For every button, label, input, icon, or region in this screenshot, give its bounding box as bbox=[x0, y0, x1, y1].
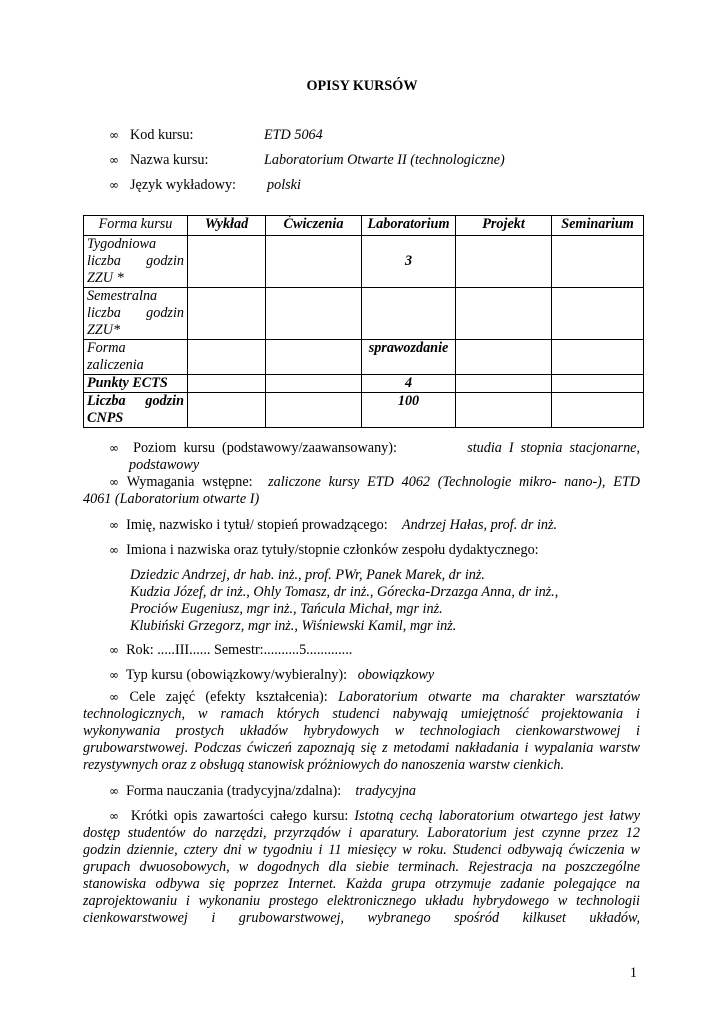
language-value: polski bbox=[267, 177, 301, 193]
course-type-value: obowiązkowy bbox=[357, 667, 435, 683]
description-label: Krótki opis zawartości całego kursu: bbox=[130, 808, 349, 824]
language-label: Język wykładowy: bbox=[130, 177, 236, 193]
description-text: stanowiska odbywa się poprzez Internet. Każda grupa otrzymuje zadanie polegające na bbox=[83, 876, 640, 892]
page-number: 1 bbox=[629, 965, 637, 981]
bullet-icon: ∞ bbox=[109, 543, 119, 557]
bullet-icon: ∞ bbox=[109, 153, 119, 167]
teaching-form-value: tradycyjna bbox=[355, 783, 417, 799]
prerequisites-value-cont: 4061 (Laboratorium otwarte I) bbox=[83, 491, 260, 507]
course-description bbox=[83, 808, 640, 927]
course-code-label: Kod kursu: bbox=[130, 127, 194, 143]
table-header-row bbox=[84, 216, 644, 236]
table-cell bbox=[188, 375, 266, 393]
table-cell bbox=[188, 236, 266, 288]
bullet-icon: ∞ bbox=[109, 643, 119, 657]
course-level-value: studia I stopnia stacjonarne, bbox=[467, 440, 641, 456]
teaching-form-label: Forma nauczania (tradycyjna/zdalna): bbox=[126, 783, 342, 799]
table-cell bbox=[456, 288, 552, 340]
table-header: Projekt bbox=[456, 216, 552, 236]
description-text: cienkowarstwowej i grubowarstwowej, wybranego spośród kilkuset układów, bbox=[83, 910, 640, 926]
bullet-icon: ∞ bbox=[109, 668, 119, 682]
course-type-label: Typ kursu (obowiązkowy/wybieralny): bbox=[125, 667, 348, 683]
team-member: Dziedzic Andrzej, dr hab. inż., prof. PWr, Panek Marek, dr inż. bbox=[130, 567, 485, 583]
table-row bbox=[84, 288, 644, 340]
row-label: Punkty ECTS bbox=[84, 375, 188, 393]
course-goals bbox=[83, 689, 640, 774]
course-level bbox=[109, 440, 640, 474]
table-cell: 4 bbox=[362, 375, 456, 393]
goals-text: rezystywnych oraz z obsługą stanowisk próżniowych do nanoszenia warstw cienkich. bbox=[83, 757, 565, 773]
table-cell bbox=[266, 375, 362, 393]
table-cell bbox=[188, 340, 266, 375]
table-cell bbox=[456, 393, 552, 428]
table-header: Seminarium bbox=[552, 216, 644, 236]
table-row bbox=[84, 340, 644, 375]
bullet-icon: ∞ bbox=[109, 518, 119, 532]
table-cell bbox=[362, 288, 456, 340]
prerequisites bbox=[83, 474, 640, 508]
lecturer bbox=[109, 517, 640, 534]
bullet-icon: ∞ bbox=[109, 809, 119, 823]
table-cell bbox=[266, 288, 362, 340]
row-label: Semestralna liczba godzin ZZU* bbox=[84, 288, 188, 340]
table-cell bbox=[552, 393, 644, 428]
table-cell bbox=[552, 340, 644, 375]
course-level-value-cont: podstawowy bbox=[129, 457, 200, 473]
year-semester bbox=[109, 642, 640, 659]
description-text: dostęp studentów do narzędzi, przyrządów i aparatury. Laboratorium jest czynne przez 12 bbox=[83, 825, 640, 841]
team bbox=[109, 542, 640, 559]
row-label: Tygodniowa liczba godzin ZZU * bbox=[84, 236, 188, 288]
bullet-icon: ∞ bbox=[109, 128, 119, 142]
bullet-icon: ∞ bbox=[109, 441, 119, 455]
row-label: Forma zaliczenia bbox=[84, 340, 188, 375]
team-members bbox=[130, 567, 558, 635]
lecturer-label: Imię, nazwisko i tytuł/ stopień prowadzącego: bbox=[126, 517, 388, 533]
table-cell bbox=[456, 375, 552, 393]
table-cell: 3 bbox=[362, 236, 456, 288]
table-cell bbox=[266, 393, 362, 428]
description-text: zaprojektowaniu i wykonaniu prostego elektronicznego układu hybrydowego w technologii bbox=[83, 893, 640, 909]
course-level-label: Poziom kursu (podstawowy/zaawansowany): bbox=[133, 440, 397, 456]
course-hours-table bbox=[83, 215, 644, 428]
course-code-value: ETD 5064 bbox=[264, 127, 323, 143]
bullet-icon: ∞ bbox=[109, 178, 119, 192]
page-title: OPISY KURSÓW bbox=[306, 78, 418, 94]
bullet-icon: ∞ bbox=[109, 690, 119, 704]
team-label: Imiona i nazwiska oraz tytuły/stopnie członków zespołu dydaktycznego: bbox=[126, 542, 539, 558]
table-header: Ćwiczenia bbox=[266, 216, 362, 236]
table-header: Laboratorium bbox=[362, 216, 456, 236]
table-cell bbox=[552, 288, 644, 340]
table-cell bbox=[188, 393, 266, 428]
course-name-value: Laboratorium Otwarte II (technologiczne) bbox=[264, 152, 505, 168]
team-member: Prociów Eugeniusz, mgr inż., Tańcula Michał, mgr inż. bbox=[130, 601, 443, 617]
table-row bbox=[84, 393, 644, 428]
prerequisites-value: zaliczone kursy ETD 4062 (Technologie mikro- nano-), ETD bbox=[268, 474, 640, 490]
table-cell bbox=[552, 375, 644, 393]
goals-text: Laboratorium otwarte ma charakter warsztatów bbox=[338, 689, 640, 705]
course-name-label: Nazwa kursu: bbox=[130, 152, 209, 168]
table-row bbox=[84, 236, 644, 288]
prerequisites-label: Wymagania wstępne: bbox=[126, 474, 253, 490]
goals-text: grubowarstwowej. Podczas ćwiczeń zapoznają się z metodami nakładania i wypalania warstw bbox=[83, 740, 640, 756]
goals-text: technologicznych, w ramach których studenci nabywają umiejętność projektowania i bbox=[83, 706, 640, 722]
teaching-form bbox=[109, 783, 640, 800]
table-cell bbox=[456, 340, 552, 375]
table-cell: 100 bbox=[362, 393, 456, 428]
team-member: Klubiński Grzegorz, mgr inż., Wiśniewski Kamil, mgr inż. bbox=[130, 618, 457, 634]
description-text: Istotną cechą laboratorium otwartego jest łatwy bbox=[354, 808, 641, 824]
bullet-icon: ∞ bbox=[109, 784, 119, 798]
table-header: Wykład bbox=[188, 216, 266, 236]
table-cell bbox=[552, 236, 644, 288]
lecturer-value: Andrzej Hałas, prof. dr inż. bbox=[401, 517, 558, 533]
table-header: Forma kursu bbox=[84, 216, 188, 236]
table-row bbox=[84, 375, 644, 393]
team-member: Kudzia Józef, dr inż., Ohly Tomasz, dr inż., Górecka-Drzazga Anna, dr inż., bbox=[130, 584, 559, 600]
table-cell bbox=[188, 288, 266, 340]
table-cell bbox=[456, 236, 552, 288]
bullet-icon: ∞ bbox=[109, 475, 119, 489]
table-cell bbox=[266, 236, 362, 288]
course-type bbox=[109, 667, 640, 684]
table-cell bbox=[266, 340, 362, 375]
table-cell: sprawozdanie bbox=[362, 340, 456, 375]
year-semester-text: Rok: .....III...... Semestr:..........5............. bbox=[126, 642, 353, 658]
goals-label: Cele zajęć (efekty kształcenia): bbox=[129, 689, 328, 705]
description-text: grupach dwuosobowych, w dogodnych dla siebie terminach. Rejestracja na poszczególne bbox=[83, 859, 640, 875]
goals-text: wykonywania prostych układów hybrydowych w technologiach cienkowarstwowej i bbox=[83, 723, 640, 739]
row-label: Liczba godzin CNPS bbox=[84, 393, 188, 428]
description-text: godzin dziennie, cztery dni w tygodniu i 11 miesięcy w roku. Studenci odbywają ćwiczenia w bbox=[83, 842, 640, 858]
